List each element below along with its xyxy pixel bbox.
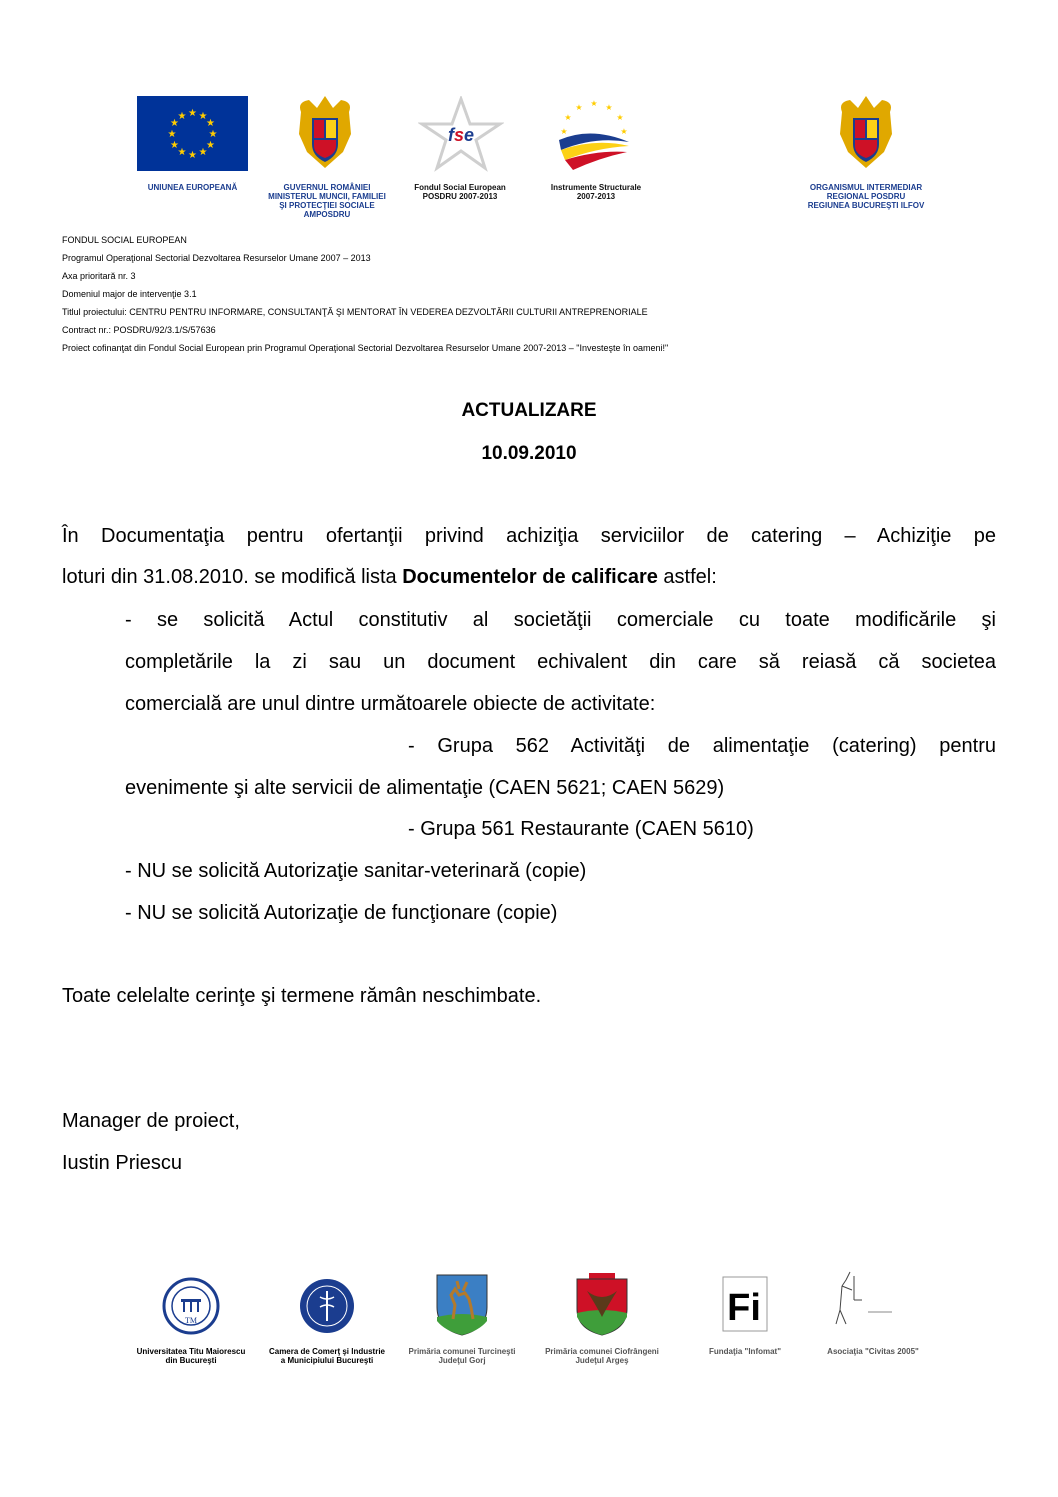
project-info-line: Programul Operaţional Sectorial Dezvoltarea Resurselor Umane 2007 – 2013 bbox=[62, 253, 371, 263]
fundatia-infomat-logo-icon bbox=[722, 1276, 768, 1332]
intro-line-2 bbox=[62, 557, 996, 598]
svg-text:★: ★ bbox=[177, 147, 187, 158]
caption-line: din Bucureşti bbox=[165, 1356, 217, 1365]
oirposdru-caption bbox=[796, 183, 936, 210]
document-date: 10.09.2010 bbox=[481, 443, 577, 464]
fse-caption bbox=[400, 183, 520, 201]
footer-caption bbox=[675, 1347, 815, 1356]
item-3: - NU se solicită Autorizaţie de funcţionare (copie) bbox=[125, 902, 558, 924]
caption-line: Primăria comunei Ciofrângeni bbox=[545, 1347, 659, 1356]
footer-caption bbox=[392, 1347, 532, 1365]
sub-item-1-line-2: evenimente şi alte servicii de alimentaţie (CAEN 5621; CAEN 5629) bbox=[125, 777, 725, 799]
svg-text:★: ★ bbox=[564, 113, 572, 122]
svg-text:TM: TM bbox=[185, 1316, 197, 1325]
signature-role: Manager de proiect, bbox=[62, 1110, 240, 1132]
svg-text:★: ★ bbox=[167, 129, 177, 140]
caption-line: a Municipiului Bucureşti bbox=[280, 1356, 374, 1365]
item-1-line-1: - se solicită Actul constitutiv al societăţii comerciale cu toate modificările şi bbox=[125, 609, 996, 631]
document-title: ACTUALIZARE bbox=[461, 400, 597, 421]
intro-text: loturi din 31.08.2010. se modifică lista bbox=[62, 566, 403, 588]
svg-text:★: ★ bbox=[198, 111, 208, 122]
caption-line: Primăria comunei Turcineşti bbox=[408, 1347, 516, 1356]
svg-text:★: ★ bbox=[198, 147, 208, 158]
caption-line: AMPOSDRU bbox=[303, 210, 351, 219]
svg-text:★: ★ bbox=[616, 113, 624, 122]
item-1-line-3: comercială are unul dintre următoarele obiecte de activitate: bbox=[125, 693, 656, 715]
closing-statement: Toate celelalte cerinţe şi termene rămân neschimbate. bbox=[62, 985, 542, 1007]
project-info-line: Titlul proiectului: CENTRU PENTRU INFORMARE, CONSULTANŢĂ ŞI MENTORAT ÎN VEDEREA DEZVOLTĂRII CULTURII ANTREPRENORIALE bbox=[62, 307, 648, 317]
caption-line: Judeţul Gorj bbox=[438, 1356, 486, 1365]
fse-star-icon bbox=[418, 96, 504, 176]
caption-line: ŞI PROTECŢIEI SOCIALE bbox=[279, 201, 375, 210]
svg-text:fse: fse bbox=[447, 125, 475, 145]
intro-text: astfel: bbox=[657, 566, 717, 588]
svg-text:★: ★ bbox=[590, 99, 598, 108]
project-info-line: Proiect cofinanţat din Fondul Social European prin Programul Operaţional Sectorial Dezvoltarea Resurselor Umane 2007-2013 – "Investeşte în oameni!" bbox=[62, 343, 669, 353]
eu-caption bbox=[130, 183, 255, 192]
caption-line: ORGANISMUL INTERMEDIAR bbox=[809, 183, 923, 192]
caption-line: Judeţul Argeş bbox=[575, 1356, 629, 1365]
caption-line: Camera de Comerţ şi Industrie bbox=[268, 1347, 386, 1356]
project-info-line: Domeniul major de intervenţie 3.1 bbox=[62, 289, 197, 299]
caption-line: REGIONAL POSDRU bbox=[826, 192, 906, 201]
project-info-line: Contract nr.: POSDRU/92/3.1/S/57636 bbox=[62, 325, 216, 335]
caption-line: 2007-2013 bbox=[576, 192, 616, 201]
caption-line: MINISTERUL MUNCII, FAMILIEI bbox=[268, 192, 386, 201]
romania-coat-of-arms-icon bbox=[836, 94, 896, 174]
intro-line-1: În Documentaţia pentru ofertanţii privind achiziţia serviciilor de catering – Achiziţie pe bbox=[62, 525, 996, 547]
camera-de-comert-logo-icon bbox=[298, 1277, 356, 1335]
svg-text:★: ★ bbox=[605, 103, 613, 112]
government-caption bbox=[262, 183, 392, 219]
svg-text:★: ★ bbox=[208, 129, 218, 140]
svg-text:★: ★ bbox=[170, 140, 179, 151]
footer-caption bbox=[121, 1347, 261, 1365]
universitatea-titu-maiorescu-logo-icon bbox=[162, 1277, 220, 1335]
footer-caption bbox=[803, 1347, 943, 1356]
turcinesti-coat-of-arms-icon bbox=[435, 1273, 489, 1337]
project-info-line: FONDUL SOCIAL EUROPEAN bbox=[62, 235, 187, 245]
item-1-line-2: completările la zi sau un document echivalent din care să reiasă că societea bbox=[125, 651, 996, 673]
footer-caption bbox=[532, 1347, 672, 1365]
item-2: - NU se solicită Autorizaţie sanitar-veterinară (copie) bbox=[125, 860, 587, 882]
svg-text:★: ★ bbox=[188, 150, 197, 161]
caption-line: Fondul Social European bbox=[414, 183, 506, 192]
eu-flag-icon bbox=[137, 96, 248, 171]
civitas-logo-icon bbox=[832, 1270, 896, 1326]
instrumente-structurale-icon bbox=[551, 96, 637, 176]
svg-text:★: ★ bbox=[206, 140, 215, 151]
project-info-line: Axa prioritară nr. 3 bbox=[62, 271, 136, 281]
caption-line: Instrumente Structurale bbox=[550, 183, 642, 192]
svg-text:★: ★ bbox=[170, 118, 179, 129]
svg-text:★: ★ bbox=[575, 103, 583, 112]
instrumente-caption bbox=[536, 183, 656, 201]
project-info-block bbox=[62, 231, 962, 357]
caption-line: Universitatea Titu Maiorescu bbox=[136, 1347, 246, 1356]
caption-line: Asociaţia "Civitas 2005" bbox=[827, 1347, 919, 1356]
sub-item-2: - Grupa 561 Restaurante (CAEN 5610) bbox=[408, 818, 754, 840]
svg-text:★: ★ bbox=[206, 118, 215, 129]
caption-line: POSDRU 2007-2013 bbox=[422, 192, 498, 201]
fi-logo-text: Fi bbox=[727, 1287, 761, 1329]
signature-name: Iustin Priescu bbox=[62, 1152, 183, 1174]
ciofrangeni-coat-of-arms-icon bbox=[575, 1273, 629, 1337]
svg-text:★: ★ bbox=[560, 127, 568, 136]
caption-line: REGIUNEA BUCUREŞTI ILFOV bbox=[807, 201, 925, 210]
svg-text:★: ★ bbox=[620, 127, 628, 136]
intro-bold-text: Documentelor de calificare bbox=[402, 566, 658, 588]
sub-item-1-line-1: - Grupa 562 Activităţi de alimentaţie (catering) pentru bbox=[408, 735, 996, 757]
caption-line: GUVERNUL ROMÂNIEI bbox=[283, 183, 371, 192]
footer-caption bbox=[257, 1347, 397, 1365]
caption-line: UNIUNEA EUROPEANĂ bbox=[147, 183, 238, 192]
caption-line: Fundaţia "Infomat" bbox=[708, 1347, 782, 1356]
romania-coat-of-arms-icon bbox=[295, 94, 355, 174]
svg-text:★: ★ bbox=[188, 108, 197, 119]
svg-text:★: ★ bbox=[177, 111, 187, 122]
